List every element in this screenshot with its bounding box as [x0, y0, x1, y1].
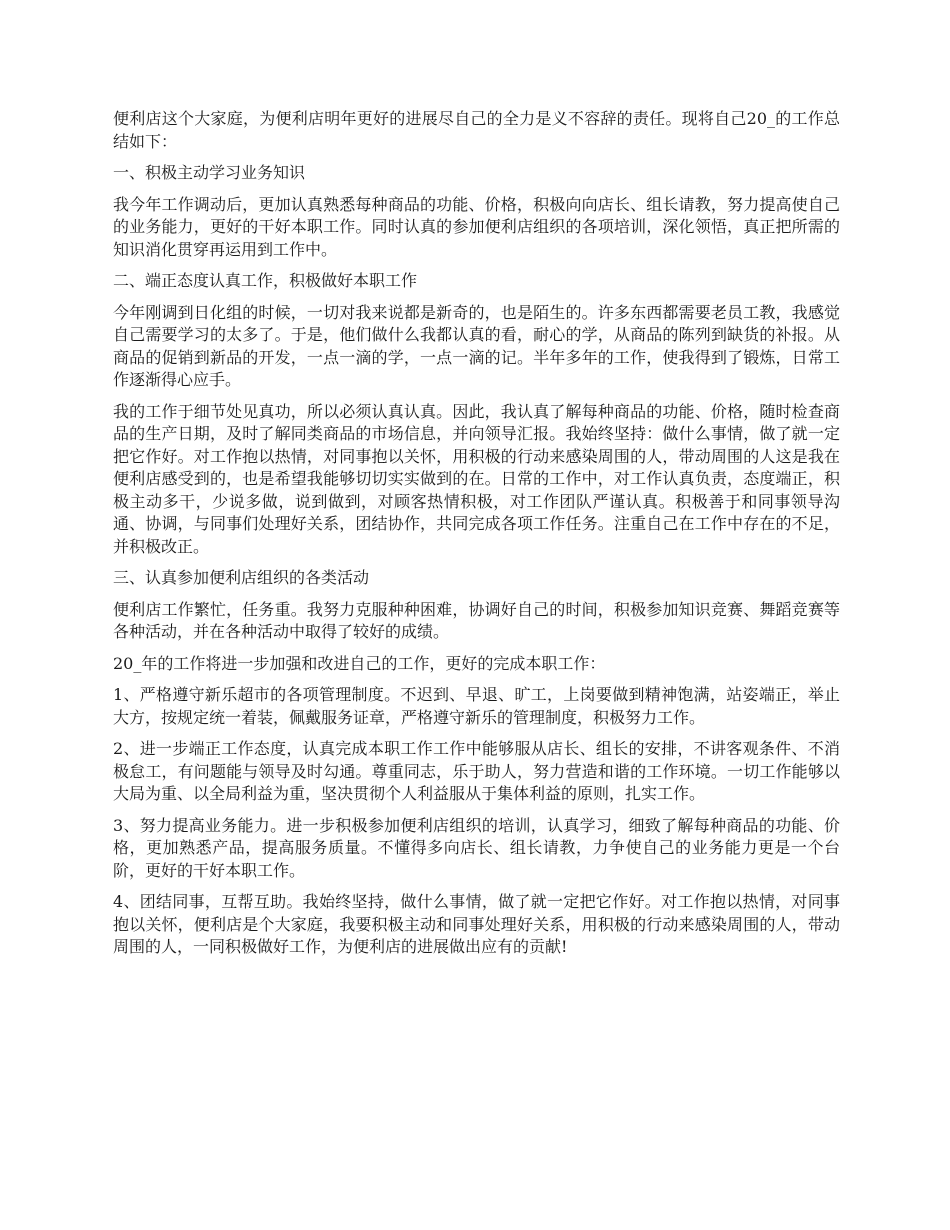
document-page [113, 108, 840, 968]
body-paragraph: 我的工作于细节处见真功，所以必须认真认真。因此，我认真了解每种商品的功能、价格，随时检查商品的生产日期，及时了解同类商品的市场信息，并向领导汇报。我始终坚持：做什么事情，做了就一定把它作好。对工作抱以热情，对同事抱以关怀，用积极的行动来感染周围的人，带动周围的人这是我在便利店感受到的，也是希望我能够切切实实做到的在。日常的工作中，对工作认真负责，态度端正，积极主动多干，少说多做，说到做到，对顾客热情积极，对工作团队严谨认真。积极善于和同事领导沟通、协调，与同事们处理好关系，团结协作，共同完成各项工作任务。注重自己在工作中存在的不足，并积极改正。 [113, 401, 840, 556]
plan-item-4: 4、团结同事，互帮互助。我始终坚持，做什么事情，做了就一定把它作好。对工作抱以热情，对同事抱以关怀，便利店是个大家庭，我要积极主动和同事处理好关系，用积极的行动来感染周围的人，带动周围的人，一同积极做好工作，为便利店的进展做出应有的贡献! [113, 892, 840, 956]
section-heading-2: 二、端正态度认真工作，积极做好本职工作 [113, 271, 418, 290]
body-paragraph: 我今年工作调动后，更加认真熟悉每种商品的功能、价格，积极向向店长、组长请教，努力提高使自己的业务能力，更好的干好本职工作。同时认真的参加便利店组织的各项培训，深化领悟，真正把所需的知识消化贯穿再运用到工作中。 [113, 194, 840, 259]
body-paragraph: 便利店工作繁忙，任务重。我努力克服种种困难，协调好自己的时间，积极参加知识竞赛、舞蹈竞赛等各种活动，并在各种活动中取得了较好的成绩。 [113, 599, 840, 641]
plan-item-2: 2、进一步端正工作态度，认真完成本职工作工作中能够服从店长、组长的安排，不讲客观条件、不消极怠工，有问题能与领导及时勾通。尊重同志，乐于助人，努力营造和谐的工作环境。一切工作能够以大局为重、以全局利益为重，坚决贯彻个人利益服从于集体利益的原则，扎实工作。 [113, 739, 840, 803]
intro-paragraph: 便利店这个大家庭，为便利店明年更好的进展尽自己的全力是义不容辞的责任。现将自己20_的工作总结如下： [113, 109, 840, 151]
section-heading-1: 一、积极主动学习业务知识 [113, 163, 306, 182]
plan-item-3: 3、努力提高业务能力。进一步积极参加便利店组织的培训，认真学习，细致了解每种商品的功能、价格，更加熟悉产品，提高服务质量。不懂得多向店长、组长请教，力争使自己的业务能力更是一个台阶，更好的干好本职工作。 [113, 815, 840, 880]
plan-item-1: 1、严格遵守新乐超市的各项管理制度。不迟到、早退、旷工，上岗要做到精神饱满，站姿端正，举止大方，按规定统一着装，佩戴服务证章，严格遵守新乐的管理制度，积极努力工作。 [113, 685, 840, 727]
plan-intro-paragraph: 20_年的工作将进一步加强和改进自己的工作，更好的完成本职工作： [113, 653, 606, 673]
body-paragraph: 今年刚调到日化组的时候，一切对我来说都是新奇的，也是陌生的。许多东西都需要老员工教，我感觉自己需要学习的太多了。于是，他们做什么我都认真的看，耐心的学，从商品的陈列到缺货的补报。从商品的促销到新品的开发，一点一滴的学，一点一滴的记。半年多年的工作，使我得到了锻炼，日常工作逐渐得心应手。 [113, 302, 840, 389]
section-heading-3: 三、认真参加便利店组织的各类活动 [113, 568, 370, 587]
